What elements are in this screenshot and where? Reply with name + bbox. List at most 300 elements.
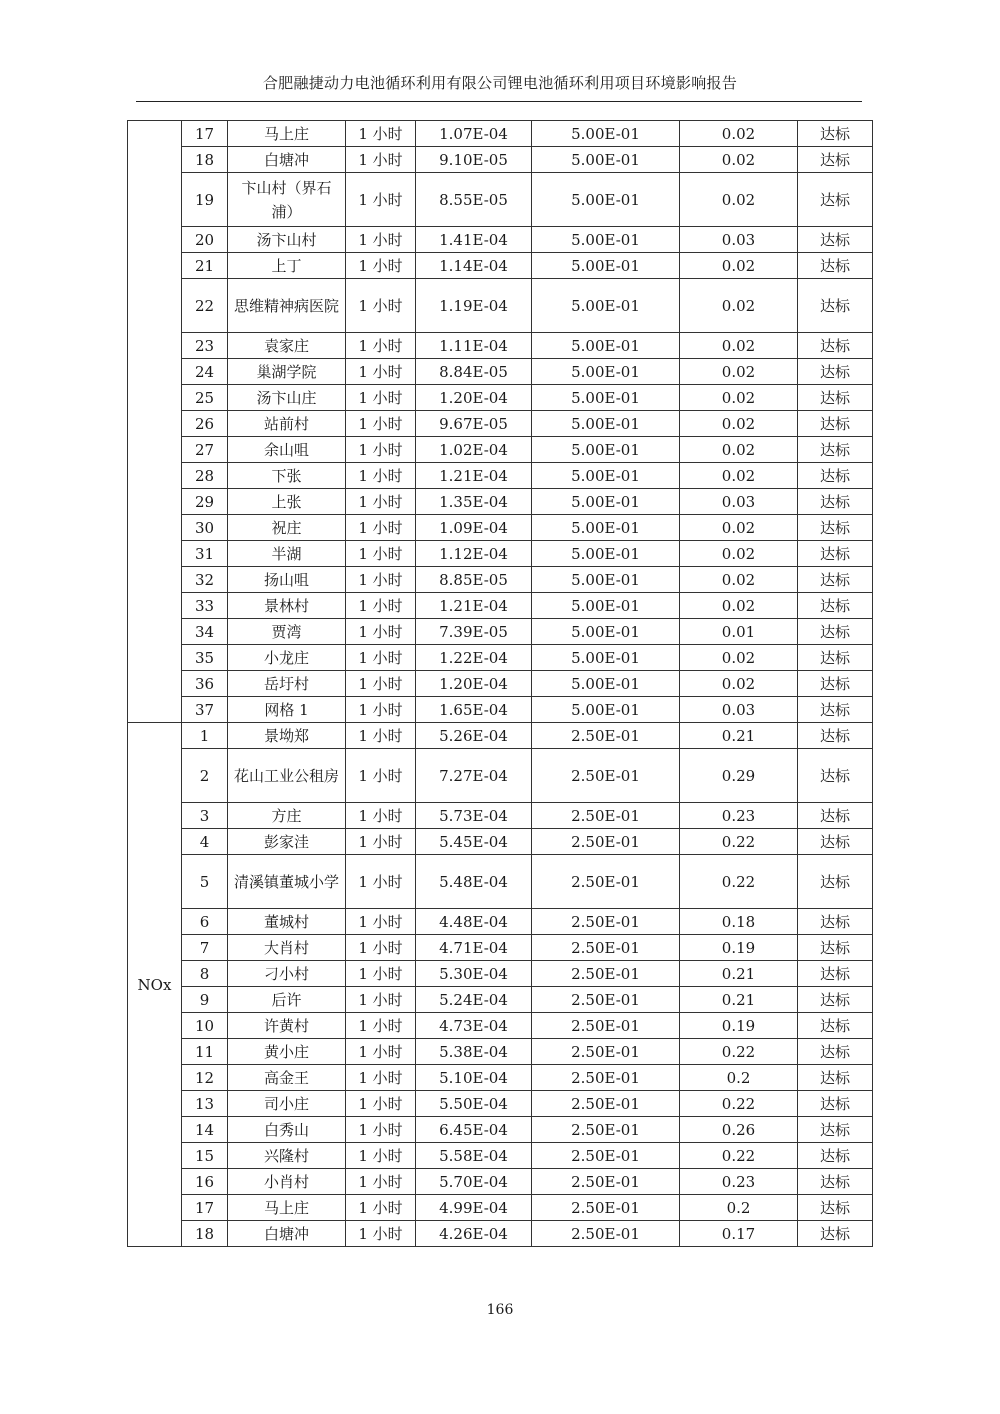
table-row	[128, 987, 873, 1013]
table-row	[128, 1039, 873, 1065]
row-number-cell: 26	[182, 411, 228, 437]
standard-value-cell: 2.50E-01	[532, 1195, 680, 1221]
header-divider	[136, 101, 862, 102]
receptor-name-cell: 袁家庄	[228, 333, 346, 359]
report-header-title: 合肥融捷动力电池循环利用有限公司锂电池循环利用项目环境影响报告	[262, 74, 738, 92]
receptor-name-cell: 清溪镇董城小学	[228, 855, 346, 909]
row-number-cell: 24	[182, 359, 228, 385]
table-row	[128, 463, 873, 489]
predicted-concentration-cell: 5.38E-04	[416, 1039, 532, 1065]
averaging-period-cell: 1 小时	[346, 253, 416, 279]
row-number-cell: 10	[182, 1013, 228, 1039]
receptor-name-cell: 汤卞山村	[228, 227, 346, 253]
percentage-cell: 0.02	[680, 147, 798, 173]
percentage-cell: 0.29	[680, 749, 798, 803]
table-row	[128, 1143, 873, 1169]
percentage-cell: 0.02	[680, 173, 798, 227]
row-number-cell: 20	[182, 227, 228, 253]
table-row	[128, 173, 873, 227]
compliance-result-cell: 达标	[798, 645, 873, 671]
averaging-period-cell: 1 小时	[346, 855, 416, 909]
predicted-concentration-cell: 1.21E-04	[416, 593, 532, 619]
table-row	[128, 541, 873, 567]
predicted-concentration-cell: 1.02E-04	[416, 437, 532, 463]
averaging-period-cell: 1 小时	[346, 541, 416, 567]
percentage-cell: 0.02	[680, 515, 798, 541]
predicted-concentration-cell: 1.19E-04	[416, 279, 532, 333]
averaging-period-cell: 1 小时	[346, 279, 416, 333]
compliance-result-cell: 达标	[798, 1221, 873, 1247]
compliance-result-cell: 达标	[798, 437, 873, 463]
compliance-result-cell: 达标	[798, 593, 873, 619]
percentage-cell: 0.02	[680, 253, 798, 279]
compliance-result-cell: 达标	[798, 723, 873, 749]
predicted-concentration-cell: 1.12E-04	[416, 541, 532, 567]
receptor-name-cell: 兴隆村	[228, 1143, 346, 1169]
standard-value-cell: 5.00E-01	[532, 697, 680, 723]
predicted-concentration-cell: 1.22E-04	[416, 645, 532, 671]
table-row	[128, 935, 873, 961]
table-row	[128, 645, 873, 671]
receptor-name-cell: 小龙庄	[228, 645, 346, 671]
compliance-result-cell: 达标	[798, 1065, 873, 1091]
predicted-concentration-cell: 1.20E-04	[416, 671, 532, 697]
compliance-result-cell: 达标	[798, 619, 873, 645]
compliance-result-cell: 达标	[798, 489, 873, 515]
row-number-cell: 35	[182, 645, 228, 671]
percentage-cell: 0.02	[680, 411, 798, 437]
percentage-cell: 0.02	[680, 121, 798, 147]
compliance-result-cell: 达标	[798, 935, 873, 961]
predicted-concentration-cell: 1.09E-04	[416, 515, 532, 541]
percentage-cell: 0.23	[680, 1169, 798, 1195]
row-number-cell: 21	[182, 253, 228, 279]
averaging-period-cell: 1 小时	[346, 147, 416, 173]
predicted-concentration-cell: 9.67E-05	[416, 411, 532, 437]
receptor-name-cell: 董城村	[228, 909, 346, 935]
percentage-cell: 0.02	[680, 279, 798, 333]
percentage-cell: 0.22	[680, 1143, 798, 1169]
predicted-concentration-cell: 5.58E-04	[416, 1143, 532, 1169]
receptor-name-cell: 大肖村	[228, 935, 346, 961]
compliance-result-cell: 达标	[798, 671, 873, 697]
row-number-cell: 16	[182, 1169, 228, 1195]
table-row	[128, 333, 873, 359]
row-number-cell: 9	[182, 987, 228, 1013]
percentage-cell: 0.21	[680, 987, 798, 1013]
predicted-concentration-cell: 1.14E-04	[416, 253, 532, 279]
predicted-concentration-cell: 1.65E-04	[416, 697, 532, 723]
receptor-name-cell: 白塘冲	[228, 1221, 346, 1247]
table-row	[128, 1221, 873, 1247]
receptor-name-cell: 下张	[228, 463, 346, 489]
row-number-cell: 18	[182, 1221, 228, 1247]
compliance-result-cell: 达标	[798, 1117, 873, 1143]
averaging-period-cell: 1 小时	[346, 227, 416, 253]
compliance-result-cell: 达标	[798, 803, 873, 829]
row-number-cell: 33	[182, 593, 228, 619]
standard-value-cell: 5.00E-01	[532, 541, 680, 567]
table-row	[128, 723, 873, 749]
receptor-name-cell: 扬山咀	[228, 567, 346, 593]
receptor-name-cell: 刁小村	[228, 961, 346, 987]
row-number-cell: 22	[182, 279, 228, 333]
table-row	[128, 593, 873, 619]
standard-value-cell: 5.00E-01	[532, 645, 680, 671]
averaging-period-cell: 1 小时	[346, 803, 416, 829]
predicted-concentration-cell: 7.27E-04	[416, 749, 532, 803]
receptor-name-cell: 景林村	[228, 593, 346, 619]
percentage-cell: 0.02	[680, 671, 798, 697]
table-row	[128, 515, 873, 541]
receptor-name-cell: 花山工业公租房	[228, 749, 346, 803]
receptor-name-cell: 白塘冲	[228, 147, 346, 173]
standard-value-cell: 5.00E-01	[532, 333, 680, 359]
standard-value-cell: 5.00E-01	[532, 359, 680, 385]
compliance-result-cell: 达标	[798, 749, 873, 803]
receptor-name-cell: 后许	[228, 987, 346, 1013]
receptor-name-cell: 马上庄	[228, 1195, 346, 1221]
table-row	[128, 855, 873, 909]
predicted-concentration-cell: 1.20E-04	[416, 385, 532, 411]
averaging-period-cell: 1 小时	[346, 1143, 416, 1169]
table-row	[128, 1013, 873, 1039]
predicted-concentration-cell: 5.30E-04	[416, 961, 532, 987]
compliance-result-cell: 达标	[798, 961, 873, 987]
standard-value-cell: 2.50E-01	[532, 1169, 680, 1195]
row-number-cell: 17	[182, 1195, 228, 1221]
compliance-result-cell: 达标	[798, 173, 873, 227]
percentage-cell: 0.02	[680, 541, 798, 567]
averaging-period-cell: 1 小时	[346, 1195, 416, 1221]
standard-value-cell: 2.50E-01	[532, 749, 680, 803]
percentage-cell: 0.02	[680, 463, 798, 489]
row-number-cell: 19	[182, 173, 228, 227]
percentage-cell: 0.02	[680, 645, 798, 671]
standard-value-cell: 5.00E-01	[532, 253, 680, 279]
standard-value-cell: 2.50E-01	[532, 935, 680, 961]
predicted-concentration-cell: 1.11E-04	[416, 333, 532, 359]
predicted-concentration-cell: 5.24E-04	[416, 987, 532, 1013]
predicted-concentration-cell: 5.45E-04	[416, 829, 532, 855]
row-number-cell: 7	[182, 935, 228, 961]
row-number-cell: 23	[182, 333, 228, 359]
receptor-name-cell: 巢湖学院	[228, 359, 346, 385]
percentage-cell: 0.19	[680, 935, 798, 961]
averaging-period-cell: 1 小时	[346, 385, 416, 411]
standard-value-cell: 5.00E-01	[532, 463, 680, 489]
compliance-result-cell: 达标	[798, 1169, 873, 1195]
compliance-result-cell: 达标	[798, 515, 873, 541]
percentage-cell: 0.01	[680, 619, 798, 645]
standard-value-cell: 2.50E-01	[532, 1143, 680, 1169]
compliance-result-cell: 达标	[798, 567, 873, 593]
table-row	[128, 279, 873, 333]
compliance-result-cell: 达标	[798, 121, 873, 147]
table-row	[128, 147, 873, 173]
averaging-period-cell: 1 小时	[346, 489, 416, 515]
table-row	[128, 619, 873, 645]
compliance-result-cell: 达标	[798, 253, 873, 279]
compliance-result-cell: 达标	[798, 909, 873, 935]
table-body	[128, 121, 873, 1247]
standard-value-cell: 2.50E-01	[532, 961, 680, 987]
standard-value-cell: 5.00E-01	[532, 593, 680, 619]
standard-value-cell: 5.00E-01	[532, 279, 680, 333]
averaging-period-cell: 1 小时	[346, 1065, 416, 1091]
averaging-period-cell: 1 小时	[346, 961, 416, 987]
averaging-period-cell: 1 小时	[346, 173, 416, 227]
compliance-result-cell: 达标	[798, 359, 873, 385]
averaging-period-cell: 1 小时	[346, 829, 416, 855]
compliance-result-cell: 达标	[798, 227, 873, 253]
table-row	[128, 411, 873, 437]
standard-value-cell: 2.50E-01	[532, 1221, 680, 1247]
predicted-concentration-cell: 4.71E-04	[416, 935, 532, 961]
concentration-table	[127, 120, 873, 1247]
table-row	[128, 1091, 873, 1117]
table-row	[128, 567, 873, 593]
standard-value-cell: 2.50E-01	[532, 1039, 680, 1065]
receptor-name-cell: 上丁	[228, 253, 346, 279]
standard-value-cell: 5.00E-01	[532, 121, 680, 147]
row-number-cell: 28	[182, 463, 228, 489]
predicted-concentration-cell: 8.55E-05	[416, 173, 532, 227]
predicted-concentration-cell: 1.21E-04	[416, 463, 532, 489]
standard-value-cell: 2.50E-01	[532, 723, 680, 749]
receptor-name-cell: 站前村	[228, 411, 346, 437]
standard-value-cell: 2.50E-01	[532, 855, 680, 909]
receptor-name-cell: 岳圩村	[228, 671, 346, 697]
predicted-concentration-cell: 5.26E-04	[416, 723, 532, 749]
row-number-cell: 12	[182, 1065, 228, 1091]
predicted-concentration-cell: 1.07E-04	[416, 121, 532, 147]
row-number-cell: 30	[182, 515, 228, 541]
row-number-cell: 18	[182, 147, 228, 173]
row-number-cell: 17	[182, 121, 228, 147]
averaging-period-cell: 1 小时	[346, 645, 416, 671]
table-row	[128, 1117, 873, 1143]
standard-value-cell: 5.00E-01	[532, 619, 680, 645]
table-row	[128, 961, 873, 987]
averaging-period-cell: 1 小时	[346, 1221, 416, 1247]
percentage-cell: 0.02	[680, 359, 798, 385]
row-number-cell: 34	[182, 619, 228, 645]
row-number-cell: 5	[182, 855, 228, 909]
standard-value-cell: 2.50E-01	[532, 987, 680, 1013]
table-row	[128, 1195, 873, 1221]
compliance-result-cell: 达标	[798, 855, 873, 909]
percentage-cell: 0.22	[680, 829, 798, 855]
predicted-concentration-cell: 4.26E-04	[416, 1221, 532, 1247]
predicted-concentration-cell: 5.73E-04	[416, 803, 532, 829]
table-row	[128, 829, 873, 855]
table-row	[128, 437, 873, 463]
row-number-cell: 31	[182, 541, 228, 567]
percentage-cell: 0.03	[680, 489, 798, 515]
percentage-cell: 0.22	[680, 855, 798, 909]
averaging-period-cell: 1 小时	[346, 567, 416, 593]
standard-value-cell: 5.00E-01	[532, 489, 680, 515]
percentage-cell: 0.19	[680, 1013, 798, 1039]
standard-value-cell: 2.50E-01	[532, 803, 680, 829]
standard-value-cell: 2.50E-01	[532, 829, 680, 855]
row-number-cell: 6	[182, 909, 228, 935]
percentage-cell: 0.03	[680, 227, 798, 253]
percentage-cell: 0.02	[680, 437, 798, 463]
table-row	[128, 1169, 873, 1195]
row-number-cell: 8	[182, 961, 228, 987]
standard-value-cell: 5.00E-01	[532, 567, 680, 593]
compliance-result-cell: 达标	[798, 333, 873, 359]
predicted-concentration-cell: 5.70E-04	[416, 1169, 532, 1195]
receptor-name-cell: 网格 1	[228, 697, 346, 723]
averaging-period-cell: 1 小时	[346, 333, 416, 359]
predicted-concentration-cell: 8.85E-05	[416, 567, 532, 593]
predicted-concentration-cell: 4.99E-04	[416, 1195, 532, 1221]
row-number-cell: 36	[182, 671, 228, 697]
receptor-name-cell: 半湖	[228, 541, 346, 567]
pollutant-cell: NOx	[128, 723, 182, 1247]
averaging-period-cell: 1 小时	[346, 935, 416, 961]
table-row	[128, 385, 873, 411]
predicted-concentration-cell: 8.84E-05	[416, 359, 532, 385]
predicted-concentration-cell: 6.45E-04	[416, 1117, 532, 1143]
compliance-result-cell: 达标	[798, 987, 873, 1013]
receptor-name-cell: 许黄村	[228, 1013, 346, 1039]
percentage-cell: 0.02	[680, 333, 798, 359]
percentage-cell: 0.23	[680, 803, 798, 829]
receptor-name-cell: 黄小庄	[228, 1039, 346, 1065]
receptor-name-cell: 白秀山	[228, 1117, 346, 1143]
compliance-result-cell: 达标	[798, 1143, 873, 1169]
averaging-period-cell: 1 小时	[346, 987, 416, 1013]
row-number-cell: 13	[182, 1091, 228, 1117]
averaging-period-cell: 1 小时	[346, 909, 416, 935]
averaging-period-cell: 1 小时	[346, 593, 416, 619]
standard-value-cell: 5.00E-01	[532, 671, 680, 697]
compliance-result-cell: 达标	[798, 463, 873, 489]
receptor-name-cell: 思维精神病医院	[228, 279, 346, 333]
predicted-concentration-cell: 9.10E-05	[416, 147, 532, 173]
compliance-result-cell: 达标	[798, 279, 873, 333]
standard-value-cell: 5.00E-01	[532, 147, 680, 173]
standard-value-cell: 5.00E-01	[532, 437, 680, 463]
compliance-result-cell: 达标	[798, 1039, 873, 1065]
percentage-cell: 0.2	[680, 1195, 798, 1221]
percentage-cell: 0.2	[680, 1065, 798, 1091]
table-row	[128, 909, 873, 935]
averaging-period-cell: 1 小时	[346, 697, 416, 723]
receptor-name-cell: 司小庄	[228, 1091, 346, 1117]
row-number-cell: 29	[182, 489, 228, 515]
receptor-name-cell: 马上庄	[228, 121, 346, 147]
row-number-cell: 3	[182, 803, 228, 829]
standard-value-cell: 5.00E-01	[532, 227, 680, 253]
receptor-name-cell: 余山咀	[228, 437, 346, 463]
standard-value-cell: 2.50E-01	[532, 1013, 680, 1039]
row-number-cell: 15	[182, 1143, 228, 1169]
compliance-result-cell: 达标	[798, 1195, 873, 1221]
row-number-cell: 14	[182, 1117, 228, 1143]
percentage-cell: 0.03	[680, 697, 798, 723]
percentage-cell: 0.21	[680, 961, 798, 987]
receptor-name-cell: 汤卞山庄	[228, 385, 346, 411]
averaging-period-cell: 1 小时	[346, 463, 416, 489]
predicted-concentration-cell: 5.10E-04	[416, 1065, 532, 1091]
table-row	[128, 671, 873, 697]
receptor-name-cell: 卞山村（界石浦）	[228, 173, 346, 227]
standard-value-cell: 2.50E-01	[532, 1117, 680, 1143]
table-row	[128, 121, 873, 147]
receptor-name-cell: 小肖村	[228, 1169, 346, 1195]
receptor-name-cell: 彭家洼	[228, 829, 346, 855]
averaging-period-cell: 1 小时	[346, 515, 416, 541]
averaging-period-cell: 1 小时	[346, 671, 416, 697]
averaging-period-cell: 1 小时	[346, 1039, 416, 1065]
compliance-result-cell: 达标	[798, 541, 873, 567]
table-row	[128, 489, 873, 515]
receptor-name-cell: 高金王	[228, 1065, 346, 1091]
averaging-period-cell: 1 小时	[346, 1091, 416, 1117]
table-row	[128, 803, 873, 829]
row-number-cell: 32	[182, 567, 228, 593]
standard-value-cell: 5.00E-01	[532, 173, 680, 227]
compliance-result-cell: 达标	[798, 147, 873, 173]
compliance-result-cell: 达标	[798, 697, 873, 723]
table-row	[128, 227, 873, 253]
page-number: 166	[486, 1302, 514, 1318]
row-number-cell: 4	[182, 829, 228, 855]
compliance-result-cell: 达标	[798, 1091, 873, 1117]
predicted-concentration-cell: 7.39E-05	[416, 619, 532, 645]
pollutant-cell	[128, 121, 182, 723]
averaging-period-cell: 1 小时	[346, 619, 416, 645]
compliance-result-cell: 达标	[798, 411, 873, 437]
standard-value-cell: 2.50E-01	[532, 909, 680, 935]
receptor-name-cell: 方庄	[228, 803, 346, 829]
standard-value-cell: 5.00E-01	[532, 385, 680, 411]
table-row	[128, 1065, 873, 1091]
percentage-cell: 0.26	[680, 1117, 798, 1143]
averaging-period-cell: 1 小时	[346, 437, 416, 463]
predicted-concentration-cell: 5.48E-04	[416, 855, 532, 909]
averaging-period-cell: 1 小时	[346, 723, 416, 749]
percentage-cell: 0.21	[680, 723, 798, 749]
receptor-name-cell: 景坳郑	[228, 723, 346, 749]
row-number-cell: 2	[182, 749, 228, 803]
table-row	[128, 359, 873, 385]
averaging-period-cell: 1 小时	[346, 1013, 416, 1039]
row-number-cell: 37	[182, 697, 228, 723]
averaging-period-cell: 1 小时	[346, 1169, 416, 1195]
row-number-cell: 27	[182, 437, 228, 463]
table-row	[128, 749, 873, 803]
averaging-period-cell: 1 小时	[346, 1117, 416, 1143]
predicted-concentration-cell: 5.50E-04	[416, 1091, 532, 1117]
percentage-cell: 0.18	[680, 909, 798, 935]
standard-value-cell: 5.00E-01	[532, 515, 680, 541]
averaging-period-cell: 1 小时	[346, 359, 416, 385]
receptor-name-cell: 上张	[228, 489, 346, 515]
percentage-cell: 0.02	[680, 385, 798, 411]
table-row	[128, 697, 873, 723]
percentage-cell: 0.17	[680, 1221, 798, 1247]
predicted-concentration-cell: 4.48E-04	[416, 909, 532, 935]
standard-value-cell: 2.50E-01	[532, 1091, 680, 1117]
predicted-concentration-cell: 1.35E-04	[416, 489, 532, 515]
row-number-cell: 1	[182, 723, 228, 749]
